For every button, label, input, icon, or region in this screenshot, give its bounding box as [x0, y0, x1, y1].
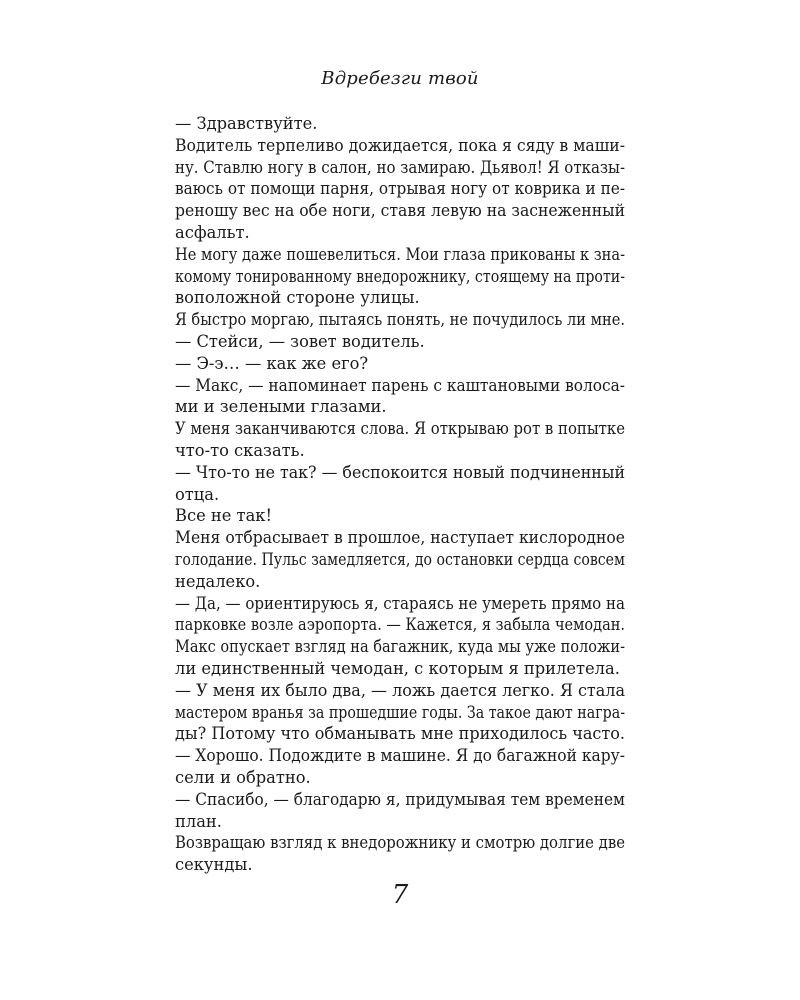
text-line: — Что-то не так? — беспокоится новый подчиненный — [175, 462, 625, 482]
text-line: Все не так! — [175, 506, 272, 526]
text-line: реношу вес на обе ноги, ставя левую на заснеженный — [175, 201, 625, 221]
page-number: 7 — [391, 880, 409, 910]
text-line: что-то сказать. — [175, 440, 305, 460]
text-line: мастером вранья за прошедшие годы. За такое дают награ- — [175, 702, 625, 722]
text-line: — Хорошо. Подождите в машине. Я до багажной кару- — [175, 746, 625, 766]
text-line: Меня отбрасывает в прошлое, наступает кислородное — [175, 528, 625, 548]
text-line: голодание. Пульс замедляется, до остановки сердца совсем — [175, 549, 625, 569]
text-line: план. — [175, 811, 222, 831]
text-line: недалеко. — [175, 571, 261, 591]
text-line: ну. Ставлю ногу в салон, но замираю. Дьявол! Я отказы- — [175, 157, 625, 177]
text-line: отца. — [175, 484, 220, 504]
text-line: комому тонированному внедорожнику, стоящему на проти- — [175, 266, 625, 286]
text-line: Я быстро моргаю, пытаясь понять, не почудилось ли мне. — [175, 310, 625, 330]
text-line: воположной стороне улицы. — [175, 288, 420, 308]
text-line: ли единственный чемодан, с которым я прилетела. — [175, 658, 620, 678]
text-line: — Спасибо, — благодарю я, придумывая тем временем — [175, 789, 625, 809]
text-line: — Э-э… — как же его? — [175, 353, 369, 373]
text-line: — Да, — ориентируюсь я, стараясь не умереть прямо на — [175, 593, 625, 613]
text-line: Водитель терпеливо дожидается, пока я сяду в маши- — [175, 135, 625, 155]
running-title: Вдребезги твой — [321, 68, 479, 89]
text-line: — Здравствуйте. — [175, 114, 318, 133]
text-line: ваюсь от помощи парня, отрывая ногу от коврика и пе- — [175, 179, 625, 199]
text-line: ми и зелеными глазами. — [175, 397, 387, 417]
text-line: ды? Потому что обманывать мне приходилось часто. — [175, 724, 625, 744]
text-line: асфальт. — [175, 222, 250, 242]
body-text — [175, 113, 625, 876]
text-line: — Стейси, — зовет водитель. — [175, 331, 425, 351]
text-line: Возвращаю взгляд к внедорожнику и смотрю долгие две — [175, 833, 625, 853]
text-line: сели и обратно. — [175, 767, 311, 787]
text-line: Макс опускает взгляд на багажник, куда мы уже положи- — [175, 637, 625, 657]
text-line: секунды. — [175, 855, 253, 875]
text-line: У меня заканчиваются слова. Я открываю рот в попытке — [175, 419, 625, 439]
text-line: — Макс, — напоминает парень с каштановыми волоса- — [175, 375, 625, 395]
text-line: парковке возле аэропорта. — Кажется, я забыла чемодан. — [175, 615, 625, 635]
text-line: Не могу даже пошевелиться. Мои глаза прикованы к зна- — [175, 244, 625, 264]
text-line: — У меня их было два, — ложь дается легко. Я стала — [175, 680, 625, 700]
